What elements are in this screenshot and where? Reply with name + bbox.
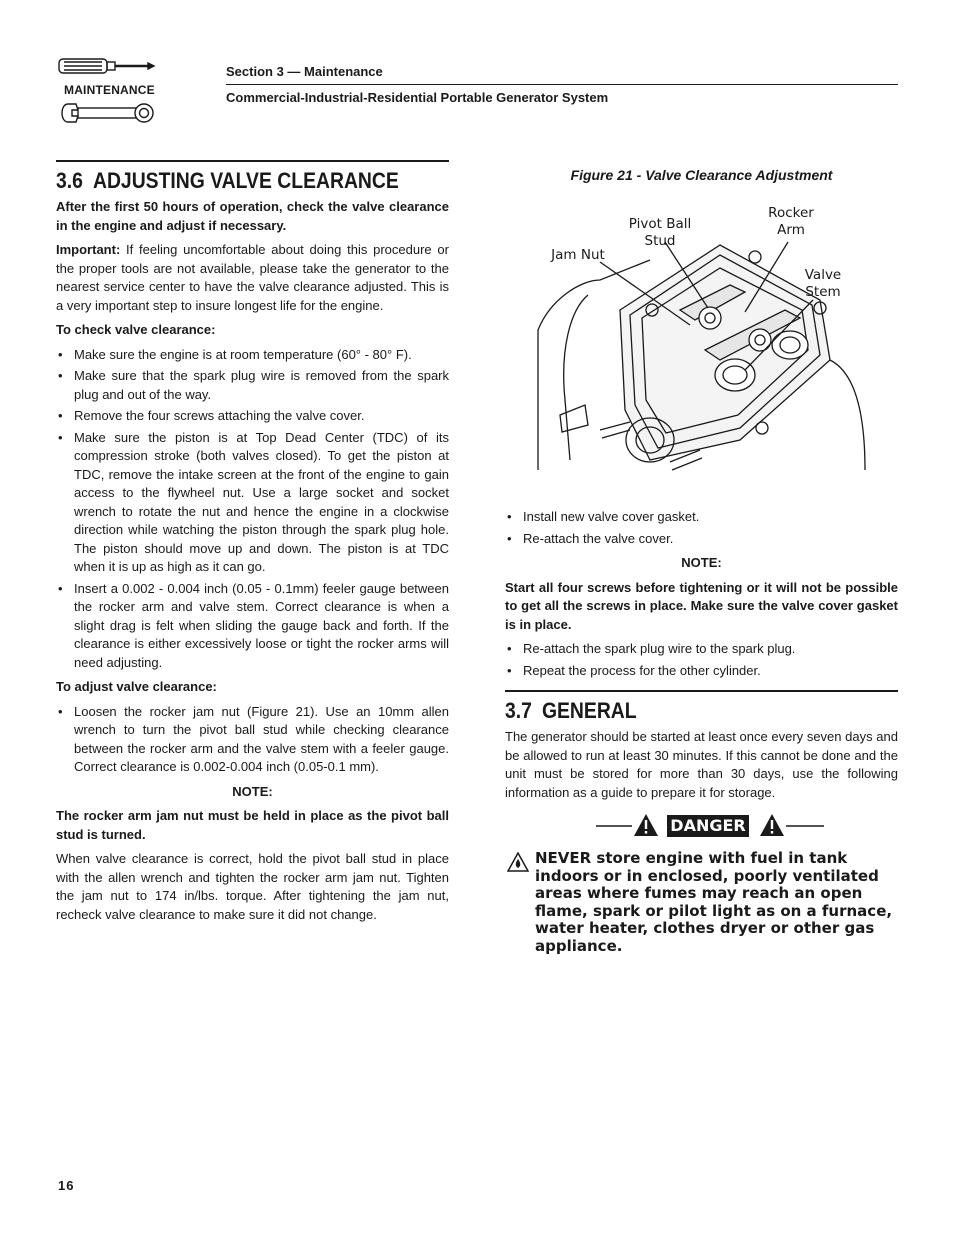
intro-paragraph: After the first 50 hours of operation, check the valve clearance in the engine and adjust if necessary. [56, 199, 449, 233]
general-paragraph: The generator should be started at least once every seven days and be allowed to run at least 30 minutes. If this cannot be done and the unit must be stored for more than 30 days, use the following information as a guide to prepare it for storage. [505, 729, 898, 800]
cover-list [505, 508, 898, 548]
section-divider [505, 690, 898, 692]
document-subtitle: Commercial-Industrial-Residential Portable Generator System [226, 90, 609, 105]
label-valve-stem: Valve Stem [804, 267, 842, 300]
adjust-heading: To adjust valve clearance: [56, 679, 217, 694]
list-item: • Make sure the engine is at room temperature (60° - 80° F). [56, 346, 449, 365]
note-title: NOTE: [681, 555, 722, 570]
list-item: • Repeat the process for the other cylinder. [505, 662, 898, 681]
list-item: • Loosen the rocker jam nut (Figure 21). Use an 10mm allen wrench to turn the pivot ball stud while checking clearance between the rocker arm and the valve stem with a feeler gauge. Correct clearance is 0.002-0.004 inch (0.05-0.1 mm). [56, 703, 449, 777]
list-item: • Re-attach the valve cover. [505, 530, 898, 549]
check-heading: To check valve clearance: [56, 322, 216, 337]
section-3-7-heading [505, 698, 851, 724]
logo-label: MAINTENANCE [64, 83, 155, 97]
list-item: • Install new valve cover gasket. [505, 508, 898, 527]
label-pivot-ball-stud: Pivot Ball Stud [628, 216, 692, 249]
section-3-6-heading [56, 168, 402, 194]
list-item: • Remove the four screws attaching the valve cover. [56, 407, 449, 426]
list-item: • Make sure the piston is at Top Dead Center (TDC) of its compression stroke (both valves closed). To get the piston at TDC, remove the intake screen at the front of the engine to gain access to the flywheel nut. Use a large socket and socket wrench to rotate the nut and hence the engine in a clockwise direction while watching the piston through the spark plug hole. The piston should move up and down. The piston is at TDC when it is up as high as it can go. [56, 429, 449, 577]
section-divider [56, 160, 449, 162]
list-item: • Insert a 0.002 - 0.004 inch (0.05 - 0.1mm) feeler gauge between the rocker arm and valve stem. Correct clearance is when a slight drag is felt when sliding the gauge back and forth. If the clearance is either excessively loose or tight the rocker arms will need adjusting. [56, 580, 449, 673]
left-column [56, 160, 449, 930]
section-header: Section 3 — Maintenance [226, 64, 383, 79]
section-number: 3.7 [505, 698, 532, 723]
adjust-list [56, 703, 449, 777]
danger-label: DANGER [670, 816, 746, 835]
section-title: ADJUSTING VALVE CLEARANCE [92, 168, 399, 193]
section-number: 3.6 [56, 168, 83, 193]
engine-head-drawing [530, 200, 875, 480]
warning-triangle-icon [760, 814, 784, 836]
page-number: 16 [58, 1178, 75, 1193]
note-text: The rocker arm jam nut must be held in place as the pivot ball stud is turned. [56, 808, 449, 842]
label-rocker-arm: Rocker Arm [768, 205, 814, 238]
fire-hazard-icon [507, 852, 529, 872]
warning-triangle-icon [634, 814, 658, 836]
final-list [505, 640, 898, 680]
header-divider [226, 84, 898, 85]
right-column [505, 508, 898, 808]
label-jam-nut: Jam Nut [551, 247, 605, 263]
danger-message: NEVER store engine with fuel in tank indoors or in enclosed, poorly ventilated areas where fumes may reach an open flame, spark or pilot light as on a furnace, water heater, clothes dryer or other gas appliance. [535, 849, 893, 955]
note-text: Start all four screws before tightening or it will not be possible to get all the screws in place. Make sure the valve cover gasket is in place. [505, 579, 898, 632]
important-text: If feeling uncomfortable about doing this procedure or the proper tools are not available, please take the generator to the nearest service center to have the valve clearance adjusted. This is a very important step to insure longest life for the engine. [56, 242, 449, 313]
important-label: Important: [56, 242, 121, 257]
section-title: GENERAL [541, 698, 637, 723]
figure-caption: Figure 21 - Valve Clearance Adjustment [570, 167, 833, 183]
list-item: • Re-attach the spark plug wire to the spark plug. [505, 640, 898, 659]
check-list [56, 346, 449, 673]
valve-clearance-figure [530, 200, 875, 480]
wrench-icon [62, 104, 153, 122]
note-title: NOTE: [232, 783, 273, 799]
closing-paragraph: When valve clearance is correct, hold the pivot ball stud in place with the allen wrench and tighten the rocker arm jam nut. Tighten the jam nut to 174 in/lbs. torque. After tightening the jam nut, recheck valve clearance to make sure it did not change. [56, 851, 449, 922]
screwdriver-icon [59, 59, 154, 73]
important-paragraph [56, 241, 449, 315]
list-item: • Make sure that the spark plug wire is removed from the spark plug and out of the way. [56, 367, 449, 404]
